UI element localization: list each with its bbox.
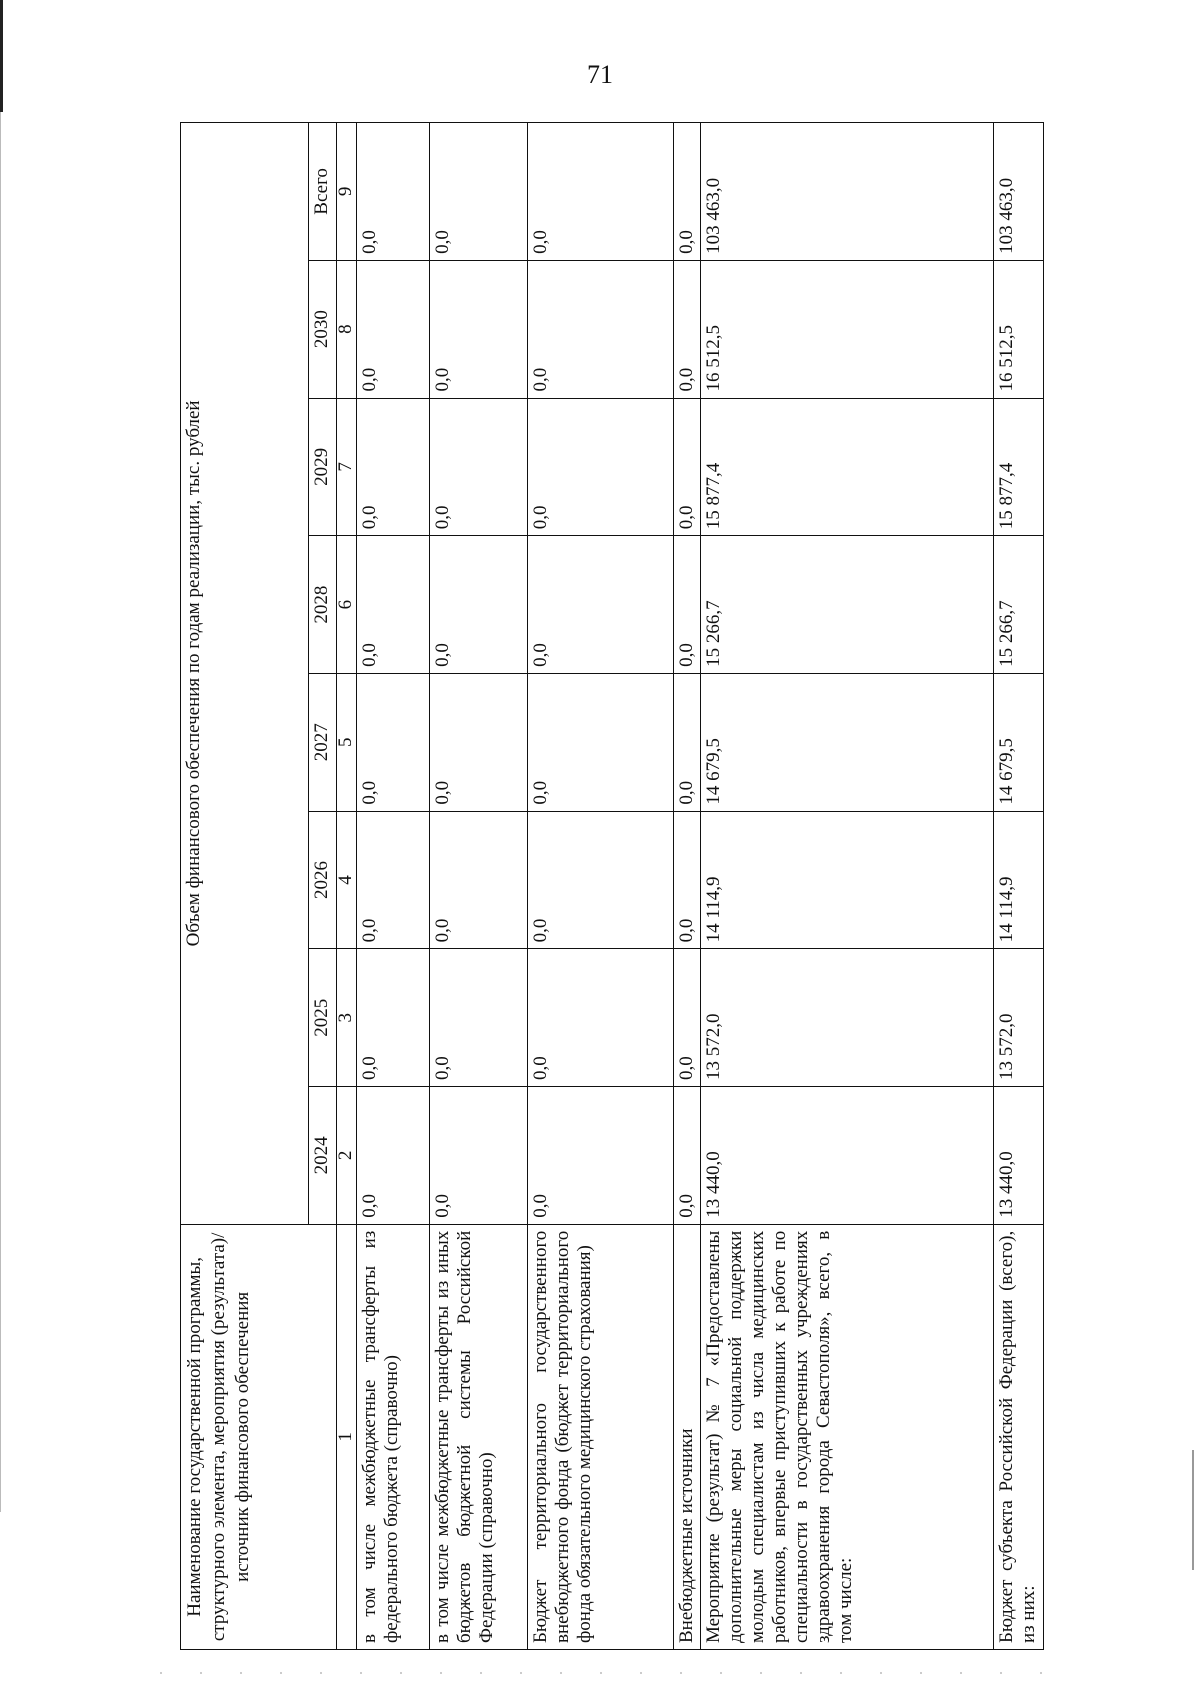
table-cell: 0,0: [430, 260, 528, 398]
table-cell: 0,0: [673, 1087, 700, 1225]
row-label: в том числе межбюджетные трансферты из иных бюджетов бюджетной системы Российской Федерации (справочно): [430, 1224, 528, 1649]
table-cell: 13 440,0: [994, 1087, 1044, 1225]
column-number: 7: [336, 398, 356, 536]
scan-border-mark: [0, 0, 3, 112]
table-row: [430, 123, 528, 1650]
table-cell: 0,0: [356, 260, 429, 398]
table-row: [701, 123, 994, 1650]
row-label: Бюджет территориального государственного внебюджетного фонда (бюджет территориального фонда обязательного медицинского страхования): [527, 1224, 673, 1649]
table-cell: 0,0: [527, 398, 673, 536]
column-number: 6: [336, 536, 356, 674]
table-cell: 0,0: [356, 1087, 429, 1225]
table-cell: 0,0: [527, 949, 673, 1087]
year-header: 2029: [309, 398, 336, 536]
table-cell: 0,0: [673, 123, 700, 261]
table-cell: 0,0: [527, 260, 673, 398]
table-cell: 0,0: [430, 1087, 528, 1225]
table-cell: 14 679,5: [994, 673, 1044, 811]
table-cell: 0,0: [527, 536, 673, 674]
row-label: Внебюджетные источники: [673, 1224, 700, 1649]
table-cell: 0,0: [673, 260, 700, 398]
year-header: 2030: [309, 260, 336, 398]
table-cell: 0,0: [673, 949, 700, 1087]
row-label: Мероприятие (результат) № 7 «Предоставлены дополнительные меры социальной поддержки молодым специалистам из числа медицинских работников, впервые приступивших к работе по специальности в государственных учреждениях здравоохранения города Севастополя», всего, в том числе:: [701, 1224, 994, 1649]
table-cell: 15 877,4: [701, 398, 994, 536]
column-number: 1: [336, 1224, 356, 1649]
page-number: 71: [587, 60, 613, 89]
financing-table: [180, 122, 1044, 1650]
table-cell: 0,0: [673, 811, 700, 949]
table-cell: 0,0: [430, 536, 528, 674]
table-cell: 103 463,0: [994, 123, 1044, 261]
total-header: Всего: [309, 123, 336, 261]
table-cell: 103 463,0: [701, 123, 994, 261]
table-cell: 0,0: [356, 811, 429, 949]
table-cell: 16 512,5: [701, 260, 994, 398]
row-label: в том числе межбюджетные трансферты из федерального бюджета (справочно): [356, 1224, 429, 1649]
column-number: 4: [336, 811, 356, 949]
table-cell: 0,0: [356, 536, 429, 674]
scan-artifact-dots: [160, 1672, 1060, 1674]
year-header: 2026: [309, 811, 336, 949]
table-cell: 0,0: [356, 673, 429, 811]
table-cell: 0,0: [673, 536, 700, 674]
header-volume-cell: Объем финансового обеспечения по годам реализации, тыс. рублей: [181, 123, 309, 1225]
year-header: 2025: [309, 949, 336, 1087]
year-header: 2027: [309, 673, 336, 811]
table-cell: 15 877,4: [994, 398, 1044, 536]
table-cell: 0,0: [527, 673, 673, 811]
table-cell: 0,0: [430, 811, 528, 949]
column-number: 5: [336, 673, 356, 811]
table-cell: 0,0: [430, 398, 528, 536]
year-header: 2028: [309, 536, 336, 674]
table-cell: 0,0: [356, 398, 429, 536]
table-cell: 14 114,9: [994, 811, 1044, 949]
table-cell: 0,0: [527, 811, 673, 949]
column-number: 9: [336, 123, 356, 261]
table-cell: 13 572,0: [994, 949, 1044, 1087]
table-row: [527, 123, 673, 1650]
table-cell: 0,0: [430, 123, 528, 261]
column-number-row: [336, 123, 356, 1650]
row-label: Бюджет субъекта Российской Федерации (всего), из них:: [994, 1224, 1044, 1649]
table-cell: 0,0: [673, 398, 700, 536]
table-cell: 14 114,9: [701, 811, 994, 949]
year-header: 2024: [309, 1087, 336, 1225]
column-number: 3: [336, 949, 356, 1087]
table-cell: 13 440,0: [701, 1087, 994, 1225]
header-name-cell: Наименование государственной программы, структурного элемента, мероприятия (результата)/источник финансового обеспечения: [181, 1224, 337, 1649]
table-row: [673, 123, 700, 1650]
table-cell: 15 266,7: [994, 536, 1044, 674]
table-cell: 13 572,0: [701, 949, 994, 1087]
table-cell: 0,0: [527, 123, 673, 261]
table-cell: 16 512,5: [994, 260, 1044, 398]
table-cell: 0,0: [430, 949, 528, 1087]
table-cell: 0,0: [527, 1087, 673, 1225]
scan-border-line: [0, 112, 1, 1512]
table-cell: 0,0: [673, 673, 700, 811]
scan-border-mark-right: [1192, 1450, 1194, 1570]
rotated-table-container: [180, 122, 1044, 1650]
table-cell: 0,0: [356, 949, 429, 1087]
table-cell: 15 266,7: [701, 536, 994, 674]
table-cell: 0,0: [356, 123, 429, 261]
table-row: [356, 123, 429, 1650]
table-cell: 14 679,5: [701, 673, 994, 811]
table-row: [994, 123, 1044, 1650]
column-number: 8: [336, 260, 356, 398]
column-number: 2: [336, 1087, 356, 1225]
table-cell: 0,0: [430, 673, 528, 811]
